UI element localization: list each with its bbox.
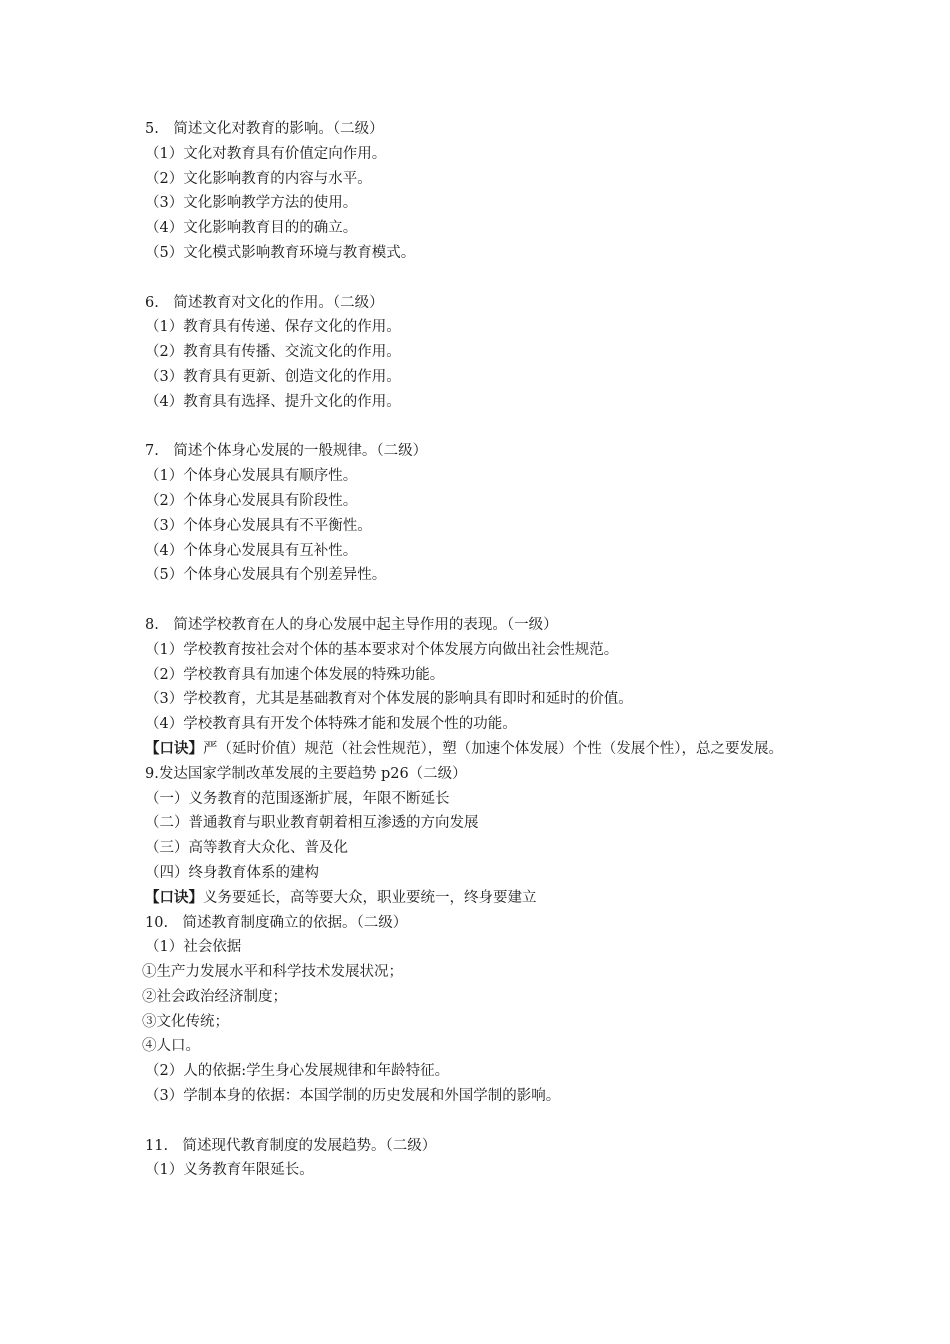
question-10-title: 10. 简述教育制度确立的依据。（二级） — [145, 914, 408, 931]
answer-line: （2）个体身心发展具有阶段性。 — [145, 492, 358, 509]
question-11-title: 11. 简述现代教育制度的发展趋势。（二级） — [145, 1137, 437, 1154]
answer-line: （4）学校教育具有开发个体特殊才能和发展个性的功能。 — [145, 716, 517, 733]
answer-line: （1）义务教育年限延长。 — [145, 1162, 314, 1179]
answer-line: （四）终身教育体系的建构 — [145, 864, 319, 881]
mnemonic-label: 【口诀】 — [145, 888, 203, 906]
blank-line — [145, 415, 815, 440]
mnemonic-paragraph — [145, 886, 815, 911]
question-7-title: 7. 简述个体身心发展的一般规律。（二级） — [145, 443, 428, 460]
answer-line: （一）义务教育的范围逐渐扩展，年限不断延长 — [145, 790, 450, 807]
answer-line: （4）教育具有选择、提升文化的作用。 — [145, 393, 401, 410]
answer-line: （3）个体身心发展具有不平衡性。 — [145, 517, 372, 534]
mnemonic-text: 严（延时价值）规范（社会性规范），塑（加速个体发展）个性（发展个性），总之要发展。 — [203, 740, 783, 757]
question-8-title: 8. 简述学校教育在人的身心发展中起主导作用的表现。（一级） — [145, 616, 558, 633]
answer-line: （3）文化影响教学方法的使用。 — [145, 195, 358, 212]
mnemonic-label: 【口诀】 — [145, 739, 203, 757]
answer-line: ③文化传统； — [142, 1013, 229, 1030]
answer-line: （1）个体身心发展具有顺序性。 — [145, 468, 358, 485]
question-9-title: 9.发达国家学制改革发展的主要趋势 p26（二级） — [145, 765, 467, 782]
answer-line: （1）教育具有传递、保存文化的作用。 — [145, 319, 401, 336]
blank-line — [145, 1109, 815, 1134]
answer-line: （3）教育具有更新、创造文化的作用。 — [145, 368, 401, 385]
answer-line: （三）高等教育大众化、普及化 — [145, 840, 348, 857]
answer-line: （4）文化影响教育目的的确立。 — [145, 220, 358, 237]
answer-line: （2）人的依据:学生身心发展规律和年龄特征。 — [145, 1063, 450, 1080]
answer-line: （1）学校教育按社会对个体的基本要求对个体发展方向做出社会性规范。 — [145, 641, 619, 658]
blank-line — [145, 266, 815, 291]
document-body — [142, 117, 815, 1183]
answer-line: ②社会政治经济制度； — [142, 988, 287, 1005]
answer-line: ①生产力发展水平和科学技术发展状况； — [142, 964, 403, 981]
answer-line: （3）学校教育，尤其是基础教育对个体发展的影响具有即时和延时的价值。 — [145, 691, 633, 708]
mnemonic-text: 义务要延长，高等要大众，职业要统一，终身要建立 — [203, 889, 537, 906]
answer-line: （1）文化对教育具有价值定向作用。 — [145, 145, 387, 162]
mnemonic-paragraph — [145, 737, 815, 762]
answer-line: （2）学校教育具有加速个体发展的特殊功能。 — [145, 666, 445, 683]
question-5-title: 5. 简述文化对教育的影响。（二级） — [145, 121, 384, 137]
answer-line: （3）学制本身的依据：本国学制的历史发展和外国学制的影响。 — [145, 1088, 561, 1105]
answer-line: （4）个体身心发展具有互补性。 — [145, 542, 358, 559]
answer-line: （2）文化影响教育的内容与水平。 — [145, 170, 372, 187]
answer-line: （1）社会依据 — [145, 939, 242, 956]
answer-line: （2）教育具有传播、交流文化的作用。 — [145, 344, 401, 361]
answer-line: （二）普通教育与职业教育朝着相互渗透的方向发展 — [145, 815, 479, 832]
answer-line: （5）文化模式影响教育环境与教育模式。 — [145, 244, 416, 261]
blank-line — [145, 588, 815, 613]
answer-line: ④人口。 — [142, 1038, 200, 1055]
answer-line: （5）个体身心发展具有个别差异性。 — [145, 567, 387, 584]
question-6-title: 6. 简述教育对文化的作用。（二级） — [145, 294, 384, 311]
